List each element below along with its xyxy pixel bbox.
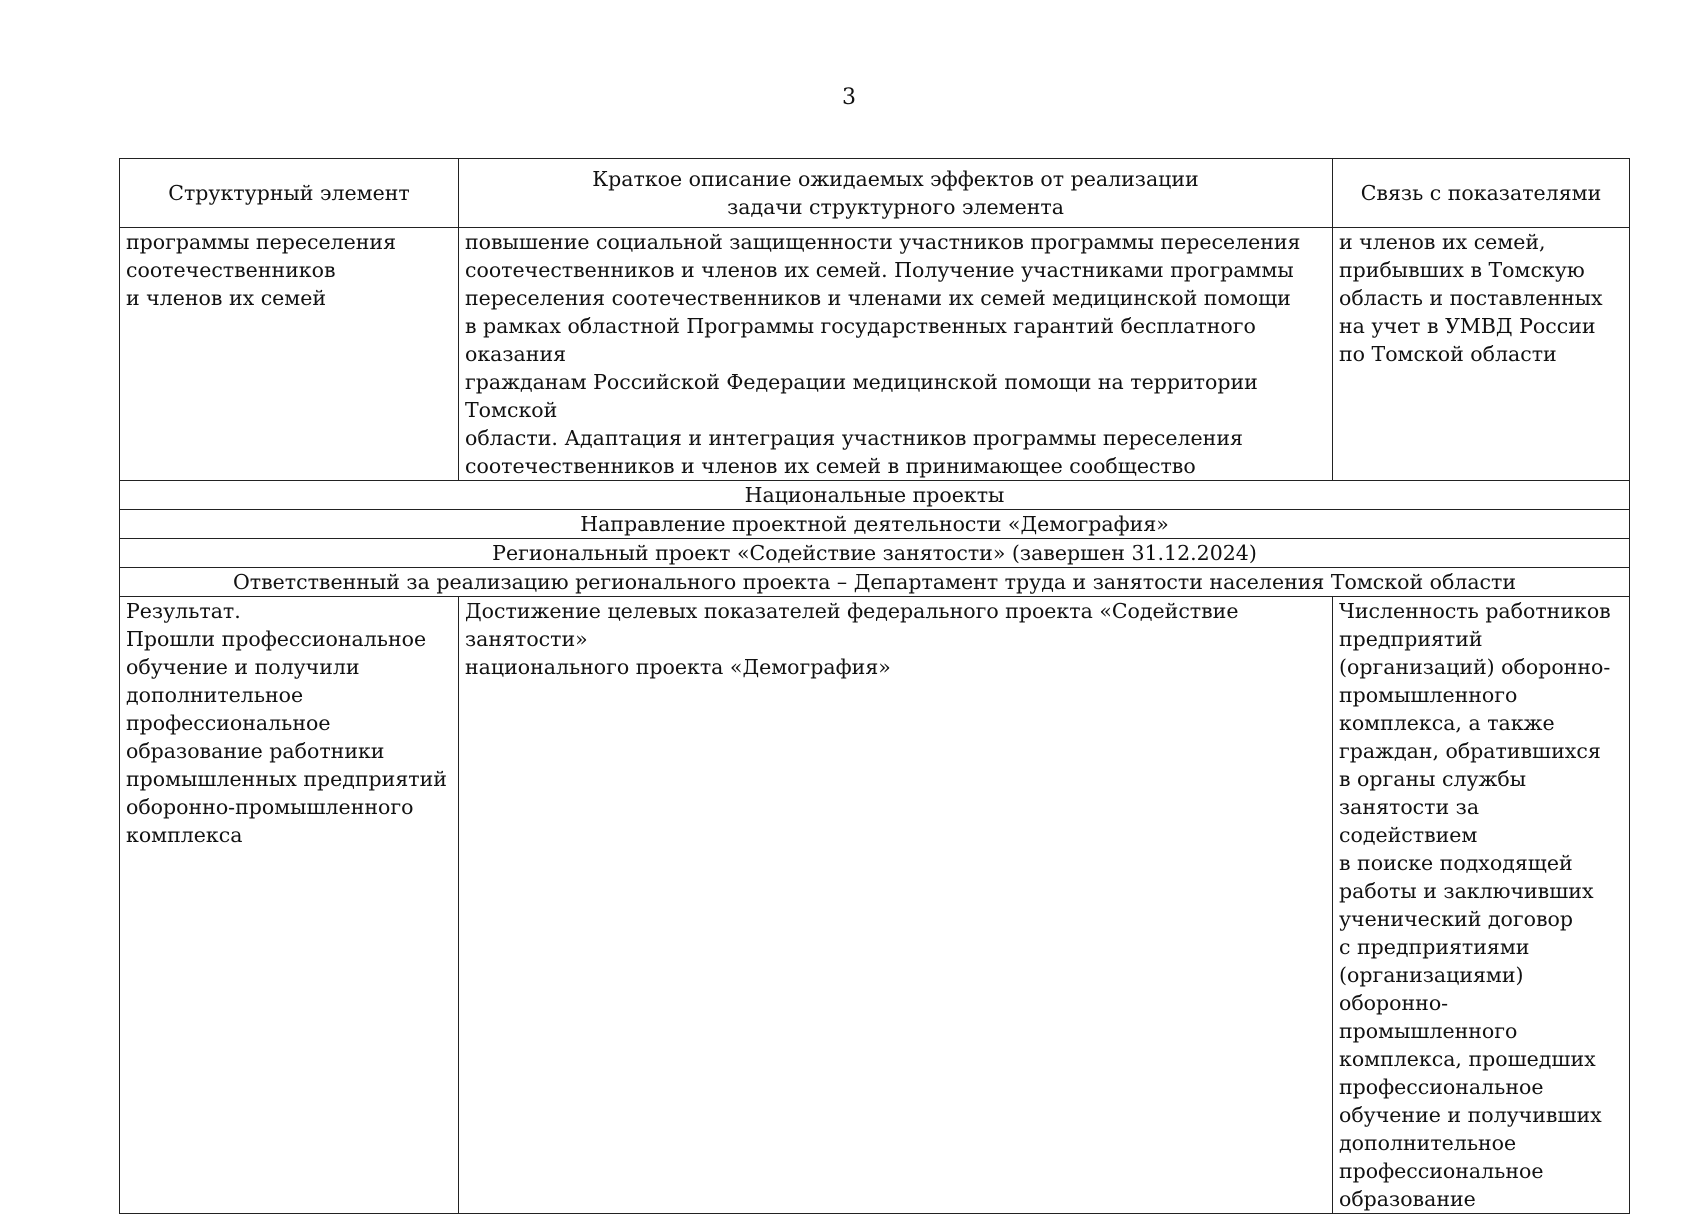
page-number: 3 xyxy=(842,85,856,110)
section-title: Направление проектной деятельности «Демография» xyxy=(120,510,1630,539)
section-row-national-projects xyxy=(120,481,1630,510)
header-indicators-link: Связь с показателями xyxy=(1333,159,1630,228)
section-title: Ответственный за реализацию регионального проекта – Департамент труда и занятости населения Томской области xyxy=(120,568,1630,597)
structural-elements-table xyxy=(119,158,1630,1214)
section-row-direction xyxy=(120,510,1630,539)
section-row-regional-project xyxy=(120,539,1630,568)
section-title: Национальные проекты xyxy=(120,481,1630,510)
cell-indicators: и членов их семей, прибывших в Томскую область и поставленных на учет в УМВД России по Томской области xyxy=(1333,228,1630,481)
cell-indicators: Численность работников предприятий (организаций) оборонно- промышленного комплекса, а также граждан, обратившихся в органы службы занятости за содействием в поиске подходящей работы и заключивших ученический договор с предприятиями (организациями) оборонно-промышленного комплекса, прошедших профессиональное обучение и получивших дополнительное профессиональное образование xyxy=(1333,597,1630,1214)
cell-description: Достижение целевых показателей федерального проекта «Содействие занятости» национального проекта «Демография» xyxy=(459,597,1333,1214)
section-title: Региональный проект «Содействие занятости» (завершен 31.12.2024) xyxy=(120,539,1630,568)
cell-element: Результат. Прошли профессиональное обучение и получили дополнительное профессиональное образование работники промышленных предприятий оборонно-промышленного комплекса xyxy=(120,597,459,1214)
section-row-responsible xyxy=(120,568,1630,597)
header-effects-description: Краткое описание ожидаемых эффектов от реализации задачи структурного элемента xyxy=(459,159,1333,228)
table-row xyxy=(120,597,1630,1214)
cell-description: повышение социальной защищенности участников программы переселения соотечественников и членов их семей. Получение участниками программы переселения соотечественников и членами их семей медицинской помощи в рамках областной Программы государственных гарантий бесплатного оказания гражданам Российской Федерации медицинской помощи на территории Томской области. Адаптация и интеграция участников программы переселения соотечественников и членов их семей в принимающее сообщество xyxy=(459,228,1333,481)
table-row xyxy=(120,228,1630,481)
header-structural-element: Структурный элемент xyxy=(120,159,459,228)
cell-element: программы переселения соотечественников и членов их семей xyxy=(120,228,459,481)
table-header-row xyxy=(120,159,1630,228)
